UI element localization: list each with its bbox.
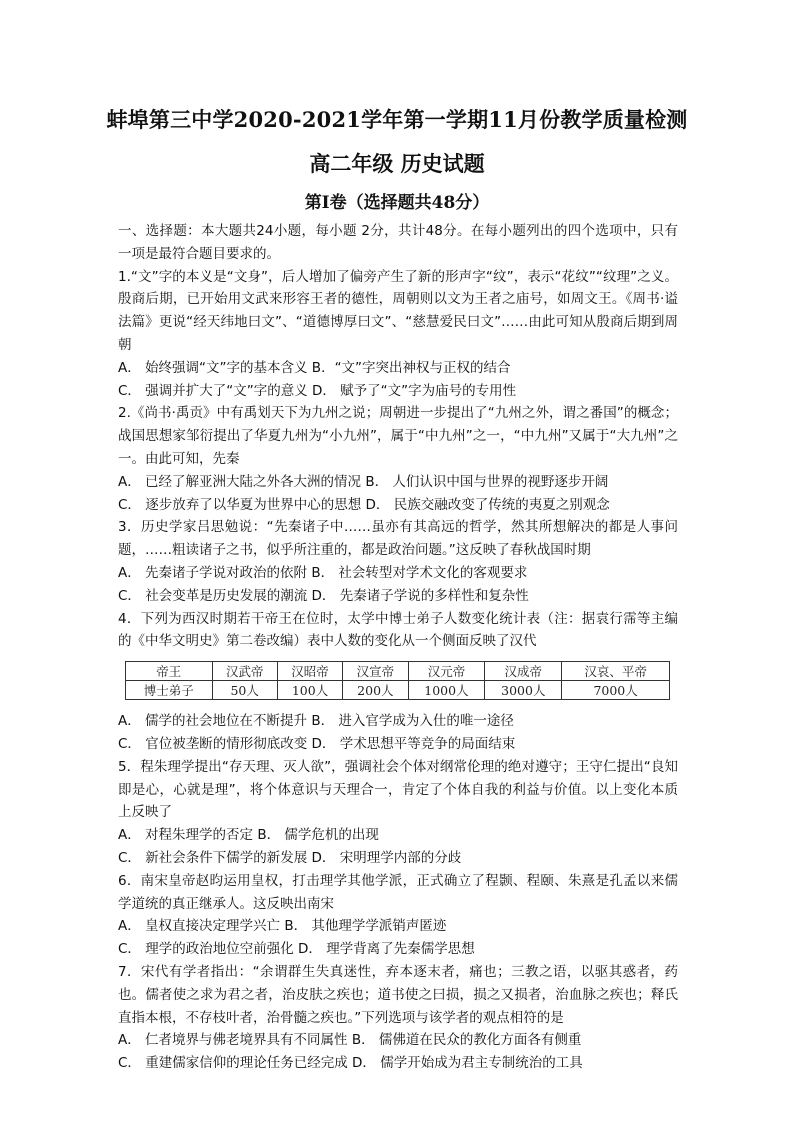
exam-subtitle: 高二年级 历史试题: [309, 151, 485, 176]
table-cell: 博士弟子: [126, 681, 213, 700]
table-cell: 50人: [212, 681, 277, 700]
question-4-options-ab: A． 儒学的社会地位在不断提升 B． 进入官学成为入仕的唯一途径: [118, 713, 514, 730]
question-1-stem: 1.“文”字的本义是“文身”，后人增加了偏旁产生了新的形声字“纹”，表示“花纹”“纹理”之义。殷商后期，已开始用文武来形容王者的德性，周朝则以文为王者之庙号，如周文王。《周书·谥法篇》更说“经天纬地曰文”、“道德博厚曰文”、“慈慧爱民曰文”……由此可知从殷商后期到周朝: [118, 268, 678, 353]
question-4-options-cd: C． 官位被垄断的情形彻底改变 D． 学术思想平等竞争的局面结束: [118, 735, 516, 752]
question-6: [118, 870, 678, 961]
question-5-options-cd: C． 新社会条件下儒学的新发展 D． 宋明理学内部的分歧: [118, 849, 462, 866]
student-count-table: [125, 661, 670, 700]
table-cell: 汉宣帝: [343, 662, 408, 681]
table-cell: 3000人: [485, 681, 562, 700]
table-cell: 汉哀、平帝: [562, 662, 670, 681]
question-3-stem: 3．历史学家吕思勉说：“先秦诸子中……虽亦有其高远的哲学，然其所想解决的都是人事问题，……粗读诸子之书，似乎所注重的，都是政治问题。”这反映了春秋战国时期: [118, 519, 678, 559]
table-cell: 200人: [343, 681, 408, 700]
question-2-options-ab: A． 已经了解亚洲大陆之外各大洲的情况 B． 人们认识中国与世界的视野逐步开阔: [118, 473, 609, 490]
question-6-options-cd: C． 理学的政治地位空前强化 D． 理学背离了先秦儒学思想: [118, 941, 475, 958]
table-cell: 汉武帝: [212, 662, 277, 681]
table-row: [126, 662, 670, 681]
question-4-stem: 4．下列为西汉时期若干帝王在位时，太学中博士弟子人数变化统计表（注：据袁行霈等主编的《中华文明史》第二卷改编）表中人数的变化从一个侧面反映了汉代: [118, 610, 678, 650]
question-1-options-ab: A． 始终强调“文”字的基本含义 B．“文”字突出神权与正权的结合: [118, 359, 511, 376]
student-count-table-wrap: [125, 661, 678, 700]
question-1-options-cd: C． 强调并扩大了“文”字的意义 D． 赋予了“文”字为庙号的专用性: [118, 382, 517, 399]
question-5-stem: 5．程朱理学提出“存天理、灭人欲”，强调社会个体对纲常伦理的绝对遵守；王守仁提出“良知即是心，心就是理”，将个体意识与天理合一，肯定了个体自我的利益与价值。以上变化本质上反映了: [118, 758, 678, 821]
question-3: [118, 516, 678, 607]
question-5: [118, 756, 678, 870]
question-6-stem: 6．南宋皇帝赵昀运用皇权，打击理学其他学派，正式确立了程颢、程颐、朱熹是孔孟以来儒学道统的真正继承人。这反映出南宋: [118, 872, 678, 912]
exam-title: 蚌埠第三中学2020-2021学年第一学期11月份教学质量检测: [106, 107, 688, 132]
question-7-options-ab: A． 仁者境界与佛老境界具有不同属性 B． 儒佛道在民众的教化方面各有侧重: [118, 1032, 582, 1049]
instructions: 一、选择题：本大题共24小题，每小题 2分，共计48分。在每小题列出的四个选项中，只有一项是最符合题目要求的。: [118, 223, 678, 262]
question-2-options-cd: C． 逐步放弃了以华夏为世界中心的思想 D． 民族交融改变了传统的夷夏之别观念: [118, 496, 610, 513]
question-7-stem: 7．宋代有学者指出：“余谓群生失真迷性，弃本逐末者，痛也；三教之语，以驱其惑者，药也。儒者使之求为君之者，治皮肤之疾也；道书使之曰损，损之又损者，治血脉之疾也；释氏直指本根，不存枝叶者，治骨髓之疾也。”下列选项与该学者的观点相符的是: [118, 963, 678, 1026]
question-1: [118, 266, 678, 403]
question-2: [118, 402, 678, 516]
question-7: [118, 961, 678, 1075]
table-cell: 汉成帝: [485, 662, 562, 681]
section-title: 第Ⅰ卷（选择题共48分）: [304, 193, 490, 213]
question-7-options-cd: C． 重建儒家信仰的理论任务已经完成 D． 儒学开始成为君主专制统治的工具: [118, 1055, 583, 1072]
table-cell: 汉昭帝: [277, 662, 342, 681]
table-cell: 1000人: [408, 681, 485, 700]
exam-content: [118, 220, 678, 1075]
question-5-options-ab: A． 对程朱理学的否定 B． 儒学危机的出现: [118, 827, 379, 844]
question-3-options-ab: A． 先秦诸子学说对政治的依附 B． 社会转型对学术文化的客观要求: [118, 564, 528, 581]
table-cell: 100人: [277, 681, 342, 700]
table-cell: 汉元帝: [408, 662, 485, 681]
table-cell: 帝王: [126, 662, 213, 681]
question-6-options-ab: A． 皇权直接决定理学兴亡 B． 其他理学学派销声匿迹: [118, 918, 447, 935]
question-4: [118, 608, 678, 756]
table-cell: 7000人: [562, 681, 670, 700]
question-2-stem: 2.《尚书·禹贡》中有禹划天下为九州之说；周朝进一步提出了“九州之外，谓之番国”的概念；战国思想家邹衍提出了华夏九州为“小九州”，属于“中九州”之一，“中九州”又属于“大九州”之一。由此可知，先秦: [118, 405, 678, 467]
question-3-options-cd: C． 社会变革是历史发展的潮流 D． 先秦诸子学说的多样性和复杂性: [118, 587, 529, 604]
table-row: [126, 681, 670, 700]
